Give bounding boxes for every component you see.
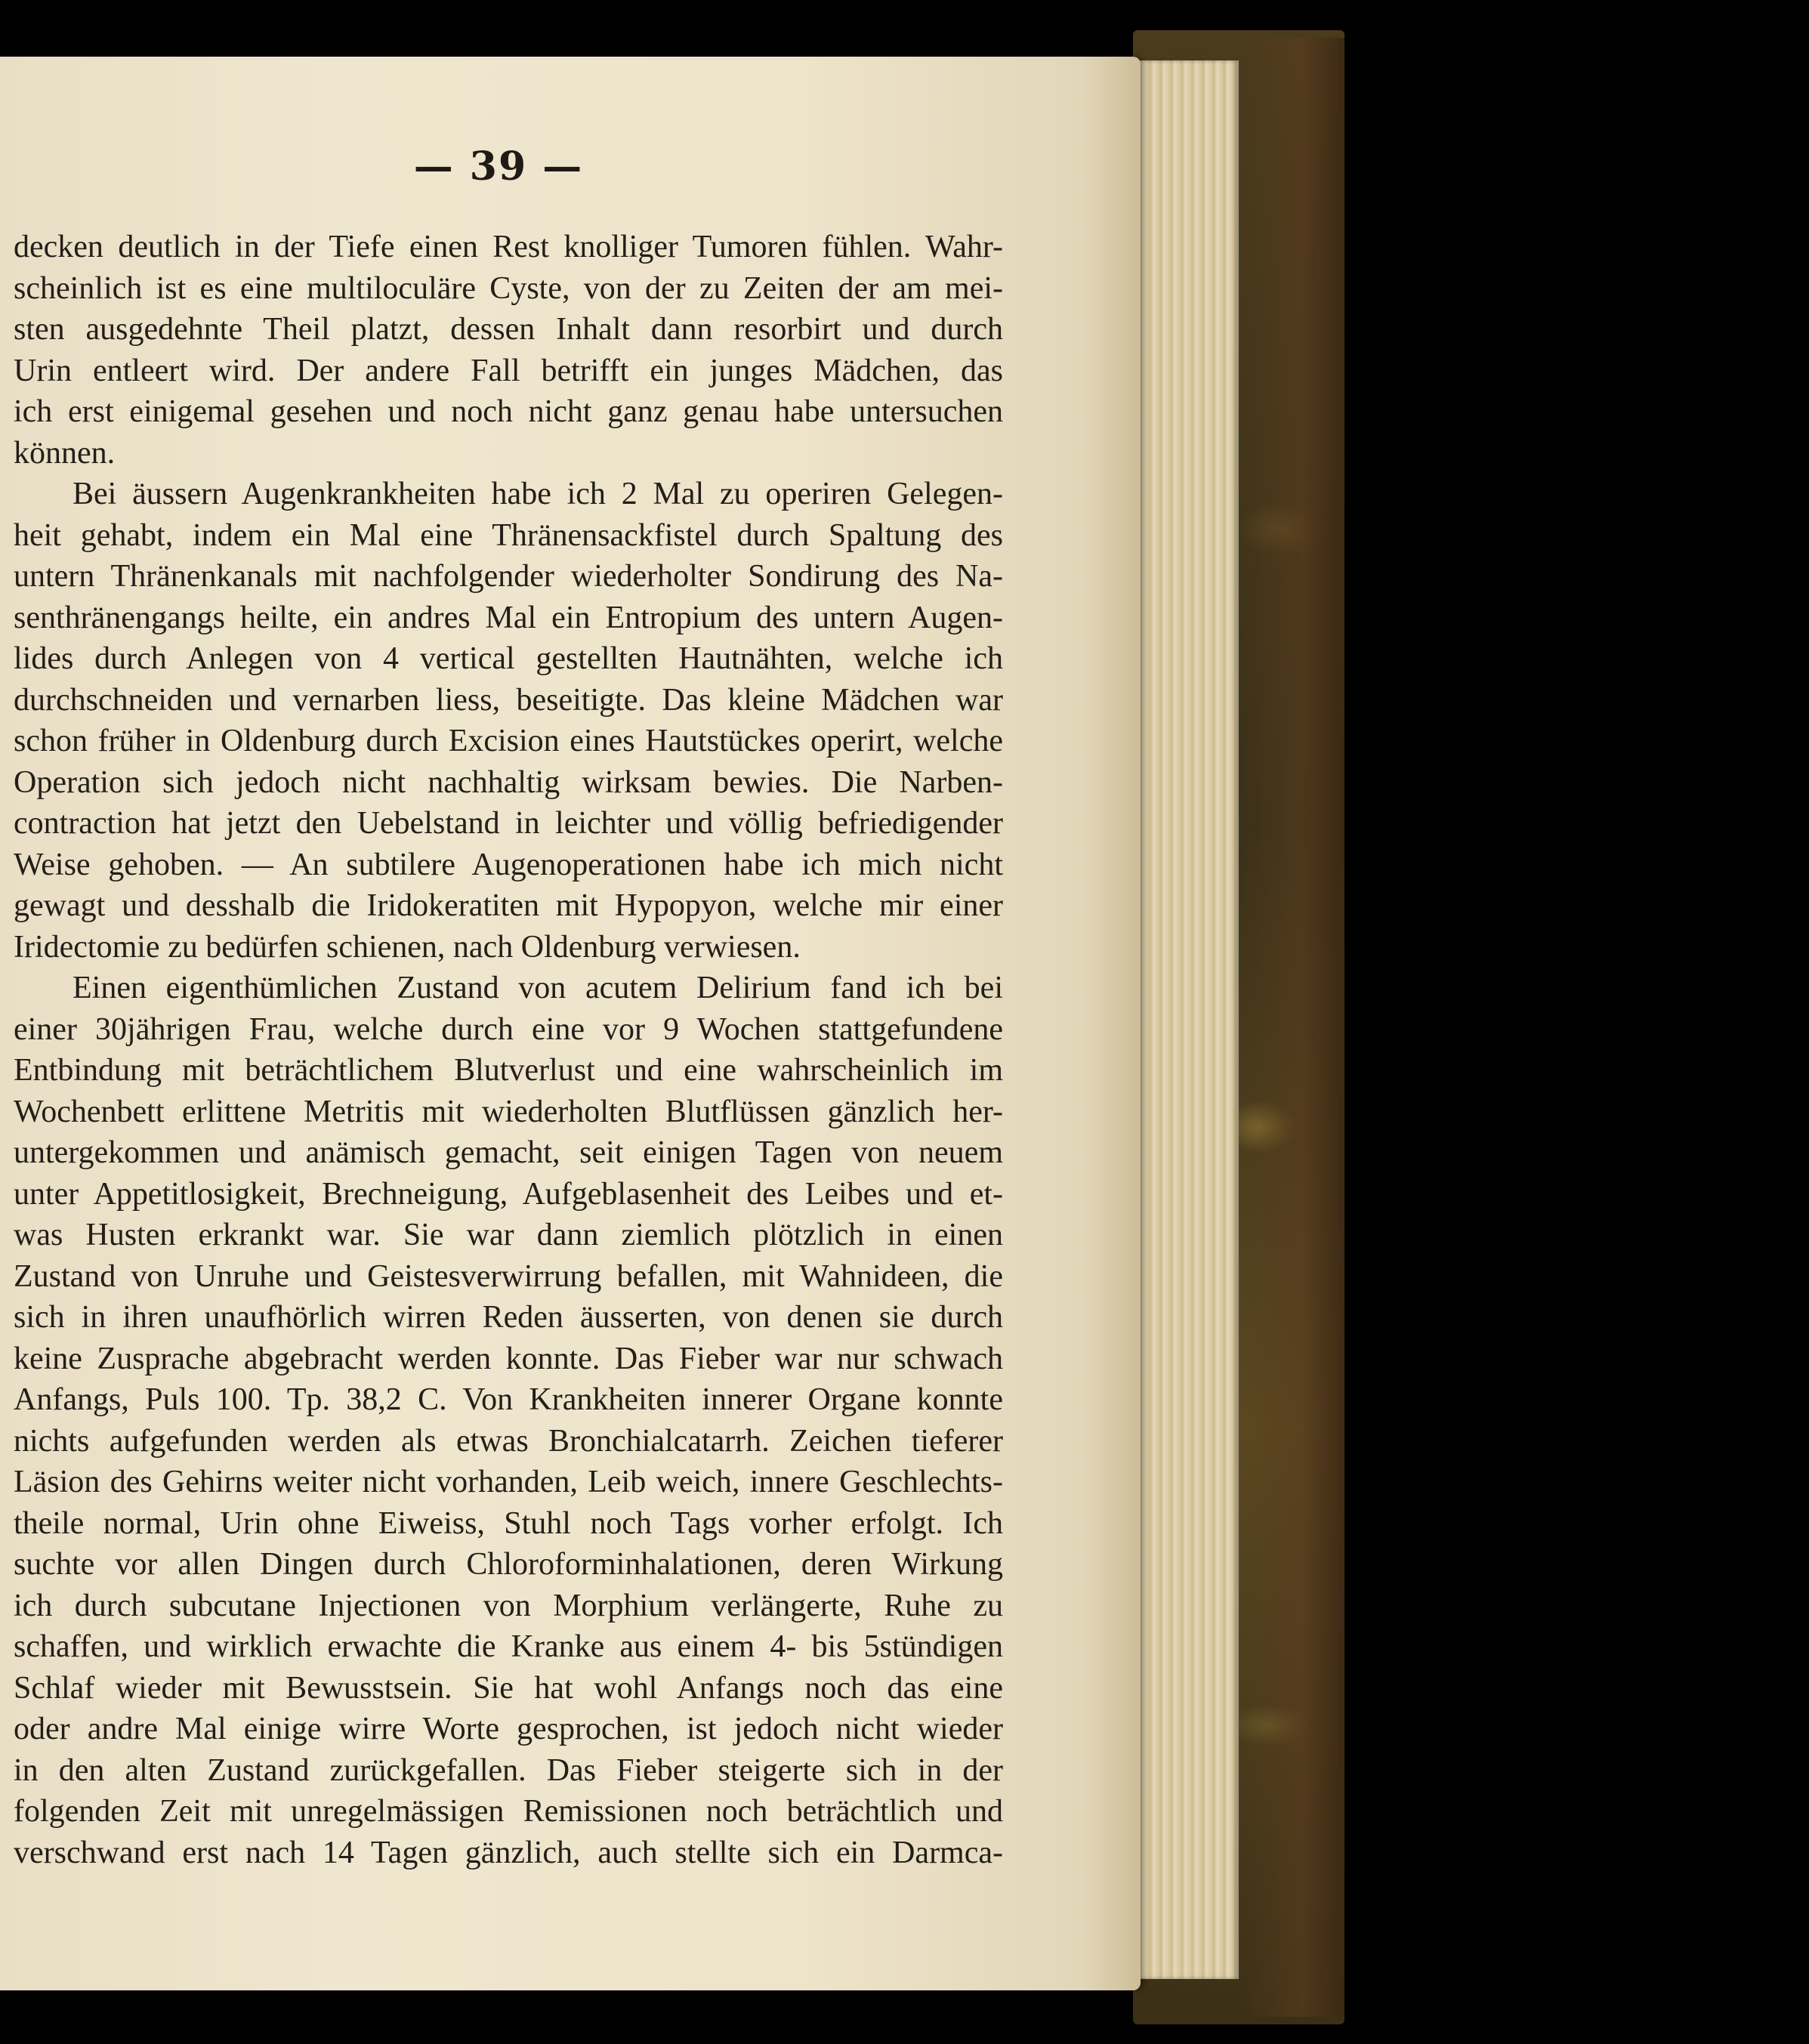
text-line: können.: [14, 435, 116, 471]
text-line: decken deutlich in der Tiefe einen Rest knolliger Tumoren fühlen. Wahr-: [14, 230, 1003, 264]
text-line: untergekommen und anämisch gemacht, seit einigen Tagen von neuem: [14, 1135, 1003, 1170]
text-line: durchschneiden und vernarben liess, beseitigte. Das kleine Mädchen war: [14, 682, 1003, 718]
text-line: Entbindung mit beträchtlichem Blutverlust und eine wahrscheinlich im: [14, 1053, 1003, 1088]
text-line: Iridectomie zu bedürfen schienen, nach Oldenburg verwiesen.: [14, 929, 801, 965]
text-line: unter Appetitlosigkeit, Brechneigung, Aufgeblasenheit des Leibes und et-: [14, 1176, 1003, 1212]
page-number: — 39 —: [413, 144, 584, 190]
text-line: Läsion des Gehirns weiter nicht vorhanden, Leib weich, innere Geschlechts-: [14, 1465, 1003, 1499]
text-line: Zustand von Unruhe und Geistesverwirrung befallen, mit Wahnideen, die: [14, 1258, 1003, 1294]
text-line: Einen eigenthümlichen Zustand von acutem Delirium fand ich bei: [73, 971, 1003, 1005]
text-line: Bei äussern Augenkrankheiten habe ich 2 Mal zu operiren Gelegen-: [73, 477, 1003, 511]
text-line: sten ausgedehnte Theil platzt, dessen Inhalt dann resorbirt und durch: [14, 312, 1003, 347]
text-line: was Husten erkrankt war. Sie war dann ziemlich plötzlich in einen: [14, 1218, 1003, 1252]
text-line: ich durch subcutane Injectionen von Morphium verlängerte, Ruhe zu: [14, 1588, 1003, 1623]
text-line: Urin entleert wird. Der andere Fall betrifft ein junges Mädchen, das: [14, 353, 1003, 388]
text-line: keine Zusprache abgebracht werden konnte. Das Fieber war nur schwach: [14, 1341, 1003, 1376]
page-edges: [1133, 60, 1239, 1979]
text-line: sich in ihren unaufhörlich wirren Reden äusserten, von denen sie durch: [14, 1300, 1003, 1335]
text-line: einer 30jährigen Frau, welche durch eine vor 9 Wochen stattgefundene: [14, 1011, 1003, 1047]
text-line: lides durch Anlegen von 4 vertical gestellten Hautnähten, welche ich: [14, 641, 1003, 676]
text-line: Wochenbett erlittene Metritis mit wiederholten Blutflüssen gänzlich her-: [14, 1094, 1003, 1129]
text-line: Operation sich jedoch nicht nachhaltig wirksam bewies. Die Narben-: [14, 764, 1003, 800]
text-line: folgenden Zeit mit unregelmässigen Remissionen noch beträchtlich und: [14, 1794, 1003, 1829]
text-line: Schlaf wieder mit Bewusstsein. Sie hat wohl Anfangs noch das eine: [14, 1670, 1003, 1706]
cover-edge-shadow: [1239, 38, 1344, 2017]
text-line: gewagt und desshalb die Iridokeratiten mit Hypopyon, welche mir einer: [14, 888, 1003, 923]
text-line: in den alten Zustand zurückgefallen. Das Fieber steigerte sich in der: [14, 1752, 1003, 1788]
text-line: oder andre Mal einige wirre Worte gesprochen, ist jedoch nicht wieder: [14, 1712, 1003, 1746]
page-text-body: [14, 227, 1003, 1873]
text-line: untern Thränenkanals mit nachfolgender wiederholter Sondirung des Na-: [14, 559, 1003, 594]
text-line: contraction hat jetzt den Uebelstand in leichter und völlig befriedigender: [14, 806, 1003, 841]
text-line: suchte vor allen Dingen durch Chloroforminhalationen, deren Wirkung: [14, 1547, 1003, 1582]
text-line: schon früher in Oldenburg durch Excision eines Hautstückes operirt, welche: [14, 724, 1003, 758]
text-line: theile normal, Urin ohne Eiweiss, Stuhl noch Tags vorher erfolgt. Ich: [14, 1505, 1003, 1541]
text-line: Weise gehoben. — An subtilere Augenoperationen habe ich mich nicht: [14, 847, 1003, 882]
text-line: nichts aufgefunden werden als etwas Bronchialcatarrh. Zeichen tieferer: [14, 1423, 1003, 1459]
text-line: verschwand erst nach 14 Tagen gänzlich, auch stellte sich ein Darmca-: [14, 1835, 1003, 1870]
text-line: senthränengangs heilte, ein andres Mal ein Entropium des untern Augen-: [14, 600, 1003, 635]
text-line: ich erst einigemal gesehen und noch nicht ganz genau habe untersuchen: [14, 394, 1003, 429]
text-line: scheinlich ist es eine multiloculäre Cyste, von der zu Zeiten der am mei-: [14, 270, 1003, 306]
text-line: heit gehabt, indem ein Mal eine Thränensackfistel durch Spaltung des: [14, 517, 1003, 553]
text-line: schaffen, und wirklich erwachte die Kranke aus einem 4- bis 5stündigen: [14, 1629, 1003, 1664]
text-line: Anfangs, Puls 100. Tp. 38,2 C. Von Krankheiten innerer Organe konnte: [14, 1382, 1003, 1417]
